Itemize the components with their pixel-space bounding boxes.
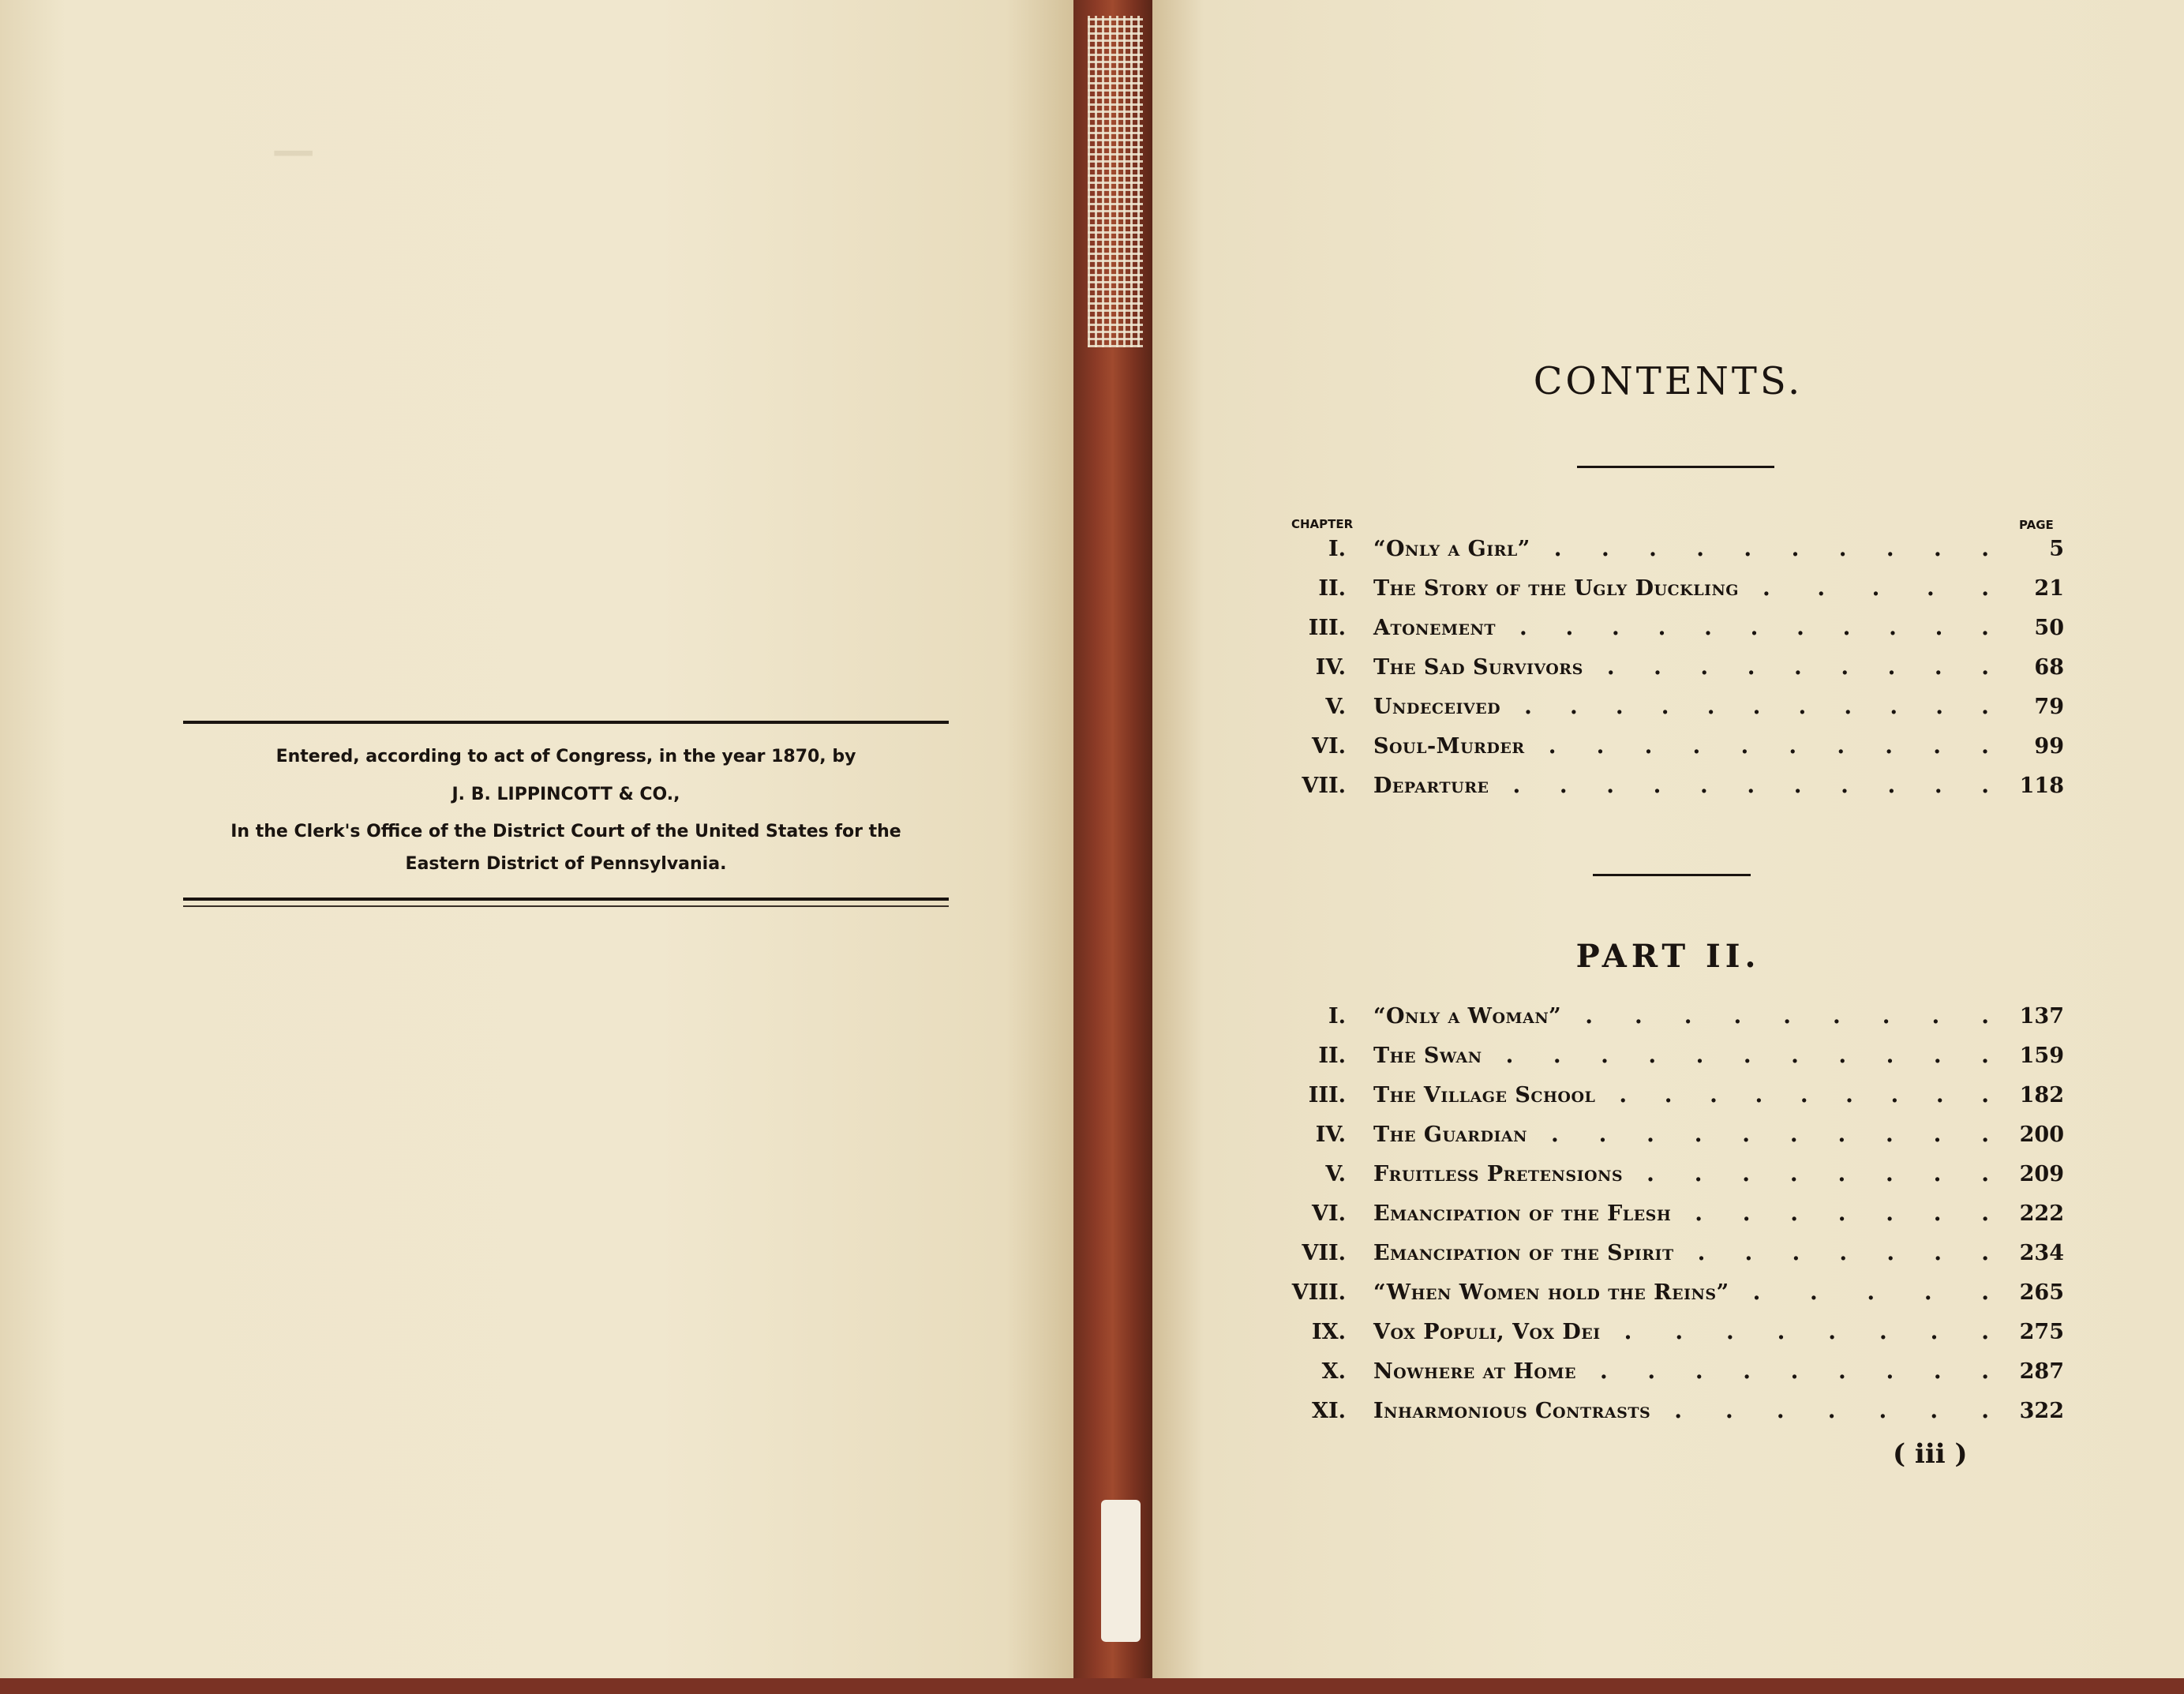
chapter-number: VII. xyxy=(1302,774,1346,798)
dot-leader: . . . . . . . xyxy=(1697,1239,1989,1265)
page-number: 275 xyxy=(2019,1320,2064,1344)
chapter-title: “When Women hold the Reins” xyxy=(1373,1280,1729,1305)
page-number: 287 xyxy=(2019,1359,2064,1384)
toc-row xyxy=(1287,537,2064,572)
page-number: 50 xyxy=(2034,616,2064,640)
dot-leader: . . . . . . . . xyxy=(1646,1160,1989,1186)
dot-leader: . . . . . . . xyxy=(1695,1200,1989,1226)
dot-leader: . . . . . . . . . . . xyxy=(1524,693,1989,719)
page-number: 118 xyxy=(2019,774,2064,798)
toc-row xyxy=(1287,576,2064,611)
toc-row xyxy=(1287,1201,2064,1236)
chapter-title: Undeceived xyxy=(1373,695,1501,719)
part-divider-rule xyxy=(1593,874,1751,876)
contents-title: CONTENTS. xyxy=(1533,359,1804,403)
dot-leader: . . . . . . . . . . . xyxy=(1519,614,1989,640)
toc-row xyxy=(1287,1280,2064,1315)
chapter-title: Vox Populi, Vox Dei xyxy=(1373,1320,1601,1344)
chapter-number: VIII. xyxy=(1291,1280,1346,1305)
page-number: 68 xyxy=(2034,655,2064,680)
chapter-number: IV. xyxy=(1315,1122,1346,1147)
page-folio: ( iii ) xyxy=(1893,1438,1968,1470)
chapter-number: II. xyxy=(1318,576,1346,601)
toc-row xyxy=(1287,616,2064,650)
dot-leader: . . . . . . . . . . xyxy=(1550,1121,1989,1147)
chapter-number: II. xyxy=(1318,1044,1346,1068)
dot-leader: . . . . . . . . . . xyxy=(1553,535,1989,561)
chapter-number: V. xyxy=(1325,695,1346,719)
copyright-line-1: Entered, according to act of Congress, in the year 1870, by xyxy=(275,747,856,766)
chapter-number: IV. xyxy=(1315,655,1346,680)
page-number: 5 xyxy=(2049,537,2064,561)
toc-row xyxy=(1287,774,2064,808)
toc-row xyxy=(1287,1241,2064,1276)
chapter-column-label: CHAPTER xyxy=(1291,517,1354,531)
copyright-line-4: Eastern District of Pennsylvania. xyxy=(405,854,727,874)
chapter-title: Atonement xyxy=(1373,616,1497,640)
chapter-title: The Village School xyxy=(1373,1083,1596,1107)
dot-leader: . . . . . . . . . xyxy=(1606,654,1989,680)
chapter-number: VI. xyxy=(1312,734,1346,759)
dot-leader: . . . . . . . . . xyxy=(1600,1358,1989,1384)
toc-row xyxy=(1287,1004,2064,1039)
page-number: 322 xyxy=(2019,1399,2064,1423)
toc-row xyxy=(1287,1359,2064,1394)
page-number: 234 xyxy=(2019,1241,2064,1265)
chapter-number: III. xyxy=(1308,616,1346,640)
chapter-number: IX. xyxy=(1312,1320,1346,1344)
bottom-rule-thin xyxy=(183,905,949,907)
dot-leader: . . . . . . . . . . . xyxy=(1505,1042,1989,1068)
chapter-title: Departure xyxy=(1373,774,1489,798)
chapter-title: Emancipation of the Spirit xyxy=(1373,1241,1674,1265)
page-number: 222 xyxy=(2019,1201,2064,1226)
page-number: 21 xyxy=(2034,576,2064,601)
chapter-title: The Guardian xyxy=(1373,1122,1527,1147)
page-number: 99 xyxy=(2034,734,2064,759)
cover-edge xyxy=(0,1678,2184,1694)
chapter-number: I. xyxy=(1328,537,1346,561)
title-rule xyxy=(1577,466,1774,468)
chapter-number: III. xyxy=(1308,1083,1346,1107)
page-number: 137 xyxy=(2019,1004,2064,1029)
toc-row xyxy=(1287,734,2064,769)
page-number: 200 xyxy=(2019,1122,2064,1147)
chapter-number: XI. xyxy=(1312,1399,1346,1423)
dot-leader: . . . . . xyxy=(1752,1279,1989,1305)
dot-leader: . . . . . . . . . xyxy=(1585,1003,1989,1029)
part-two-heading: PART II. xyxy=(1575,938,1761,975)
dot-leader: . . . . . . . . xyxy=(1624,1318,1989,1344)
dot-leader: . . . . . . . xyxy=(1674,1397,1989,1423)
chapter-title: Soul-Murder xyxy=(1373,734,1525,759)
chapter-title: “Only a Girl” xyxy=(1373,537,1530,561)
dot-leader: . . . . . . . . . . . xyxy=(1512,772,1989,798)
toc-row xyxy=(1287,695,2064,729)
binding-mesh xyxy=(1088,16,1143,347)
chapter-number: VII. xyxy=(1302,1241,1346,1265)
chapter-title: Nowhere at Home xyxy=(1373,1359,1576,1384)
copyright-line-2: J. B. LIPPINCOTT & CO., xyxy=(451,785,680,804)
toc-row xyxy=(1287,1083,2064,1118)
chapter-number: I. xyxy=(1328,1004,1346,1029)
page-number: 265 xyxy=(2019,1280,2064,1305)
dot-leader: . . . . . . . . . . xyxy=(1548,733,1989,759)
toc-row xyxy=(1287,655,2064,690)
chapter-title: The Swan xyxy=(1373,1044,1482,1068)
toc-row xyxy=(1287,1122,2064,1157)
toc-row xyxy=(1287,1399,2064,1434)
chapter-title: The Sad Survivors xyxy=(1373,655,1583,680)
chapter-title: Emancipation of the Flesh xyxy=(1373,1201,1672,1226)
bottom-rule xyxy=(183,898,949,901)
chapter-number: VI. xyxy=(1312,1201,1346,1226)
chapter-title: The Story of the Ugly Duckling xyxy=(1373,576,1740,601)
page-number: 209 xyxy=(2019,1162,2064,1186)
toc-row xyxy=(1287,1320,2064,1355)
show-through-decoration: ─ xyxy=(260,118,312,189)
copyright-line-3: In the Clerk's Office of the District Court of the United States for the xyxy=(230,822,901,841)
chapter-title: Fruitless Pretensions xyxy=(1373,1162,1624,1186)
chapter-number: V. xyxy=(1325,1162,1346,1186)
page-column-label: PAGE xyxy=(2019,518,2054,532)
chapter-title: “Only a Woman” xyxy=(1373,1004,1562,1029)
chapter-title: Inharmonious Contrasts xyxy=(1373,1399,1651,1423)
page-number: 79 xyxy=(2034,695,2064,719)
page-number: 159 xyxy=(2019,1044,2064,1068)
page-number: 182 xyxy=(2019,1083,2064,1107)
binding-tab xyxy=(1101,1500,1141,1642)
top-rule xyxy=(183,721,949,724)
chapter-number: X. xyxy=(1321,1359,1346,1384)
toc-row xyxy=(1287,1162,2064,1197)
dot-leader: . . . . . xyxy=(1763,575,1989,601)
dot-leader: . . . . . . . . . xyxy=(1619,1081,1989,1107)
right-page xyxy=(1152,0,2184,1694)
toc-row xyxy=(1287,1044,2064,1078)
